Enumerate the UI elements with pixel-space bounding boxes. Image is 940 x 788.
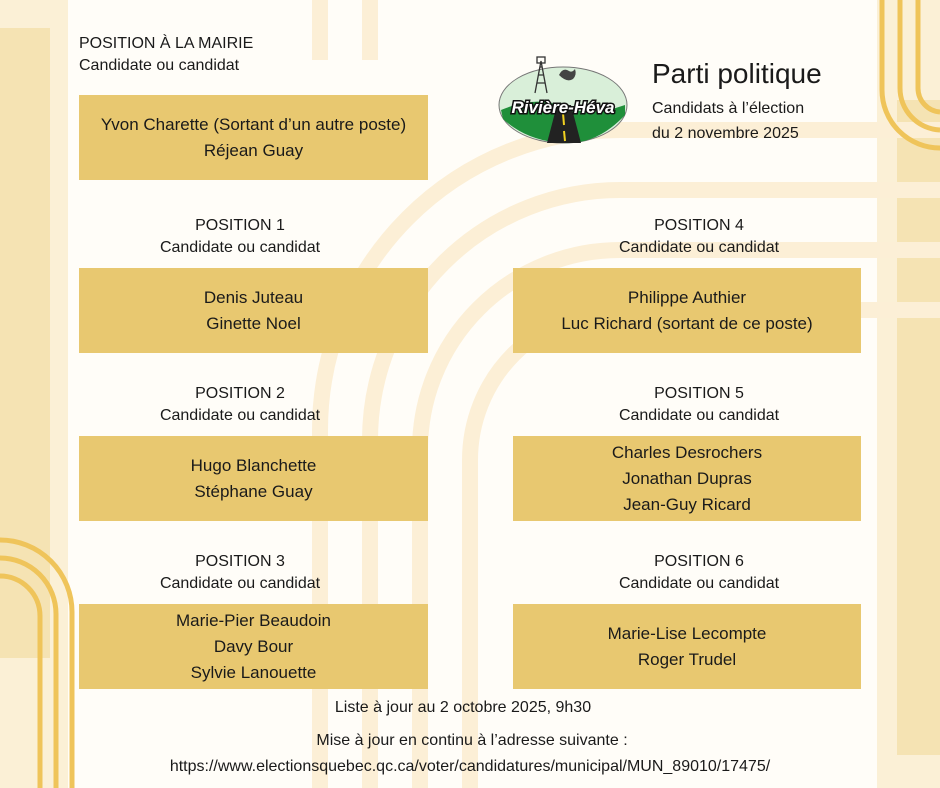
position-role: Candidate ou candidat — [618, 239, 780, 256]
position-title: POSITION 5 — [654, 385, 744, 402]
last-updated-text: Liste à jour au 2 octobre 2025, 9h30 — [334, 699, 592, 716]
candidate-name: Davy Bour — [213, 636, 294, 656]
elections-quebec-link[interactable]: https://www.electionsquebec.qc.ca/voter/candidatures/municipal/MUN_89010/17475/ — [169, 758, 771, 775]
mayor-position-title: POSITION À LA MAIRIE — [79, 35, 254, 52]
position-title: POSITION 4 — [654, 217, 744, 234]
position-role: Candidate ou candidat — [159, 407, 321, 424]
position-title: POSITION 2 — [195, 385, 285, 402]
position-role: Candidate ou candidat — [618, 575, 780, 592]
candidate-name: Jean-Guy Ricard — [623, 494, 751, 514]
position-1-candidates-box — [79, 268, 428, 353]
party-subtitle — [652, 96, 804, 146]
candidate-name: Roger Trudel — [637, 649, 737, 669]
candidate-name: Sylvie Lanouette — [190, 662, 317, 682]
position-3-candidates-box — [79, 604, 428, 689]
candidate-name: Philippe Authier — [627, 287, 747, 307]
position-6-candidates-box — [513, 604, 861, 689]
mayor-candidates-box — [79, 95, 428, 180]
position-title: POSITION 6 — [654, 553, 744, 570]
candidate-name: Charles Desrochers — [611, 442, 763, 462]
mayor-heading — [79, 33, 379, 77]
position-5-heading — [534, 383, 864, 427]
mayor-role: Candidate ou candidat — [79, 57, 240, 74]
party-subtitle-line1: Candidats à l’élection — [652, 100, 805, 117]
candidate-name: Luc Richard (sortant de ce poste) — [561, 313, 813, 333]
party-title: Parti politique — [652, 58, 822, 89]
position-title: POSITION 1 — [195, 217, 285, 234]
position-4-heading — [534, 215, 864, 259]
svg-text:Rivière-Héva: Rivière-Héva — [511, 98, 615, 117]
candidate-name: Réjean Guay — [203, 140, 304, 160]
position-5-candidates-box — [513, 436, 861, 521]
position-2-heading — [75, 383, 405, 427]
position-role: Candidate ou candidat — [159, 575, 321, 592]
candidate-name: Yvon Charette (Sortant d’un autre poste) — [100, 114, 407, 134]
candidate-name: Stéphane Guay — [194, 481, 313, 501]
candidate-name: Hugo Blanchette — [190, 455, 317, 475]
position-role: Candidate ou candidat — [159, 239, 321, 256]
candidate-name: Jonathan Dupras — [622, 468, 752, 488]
candidate-name: Denis Juteau — [203, 287, 304, 307]
position-2-candidates-box — [79, 436, 428, 521]
candidate-name: Marie-Lise Lecompte — [607, 623, 767, 643]
position-4-candidates-box — [513, 268, 861, 353]
position-6-heading — [534, 551, 864, 595]
position-title: POSITION 3 — [195, 553, 285, 570]
continuous-update-text: Mise à jour en continu à l’adresse suivante : — [316, 732, 628, 749]
candidate-name: Ginette Noel — [206, 313, 301, 333]
position-3-heading — [75, 551, 405, 595]
municipality-logo — [497, 55, 629, 145]
position-role: Candidate ou candidat — [618, 407, 780, 424]
party-subtitle-line2: du 2 novembre 2025 — [652, 125, 799, 142]
candidate-name: Marie-Pier Beaudoin — [176, 610, 331, 630]
position-1-heading — [75, 215, 405, 259]
